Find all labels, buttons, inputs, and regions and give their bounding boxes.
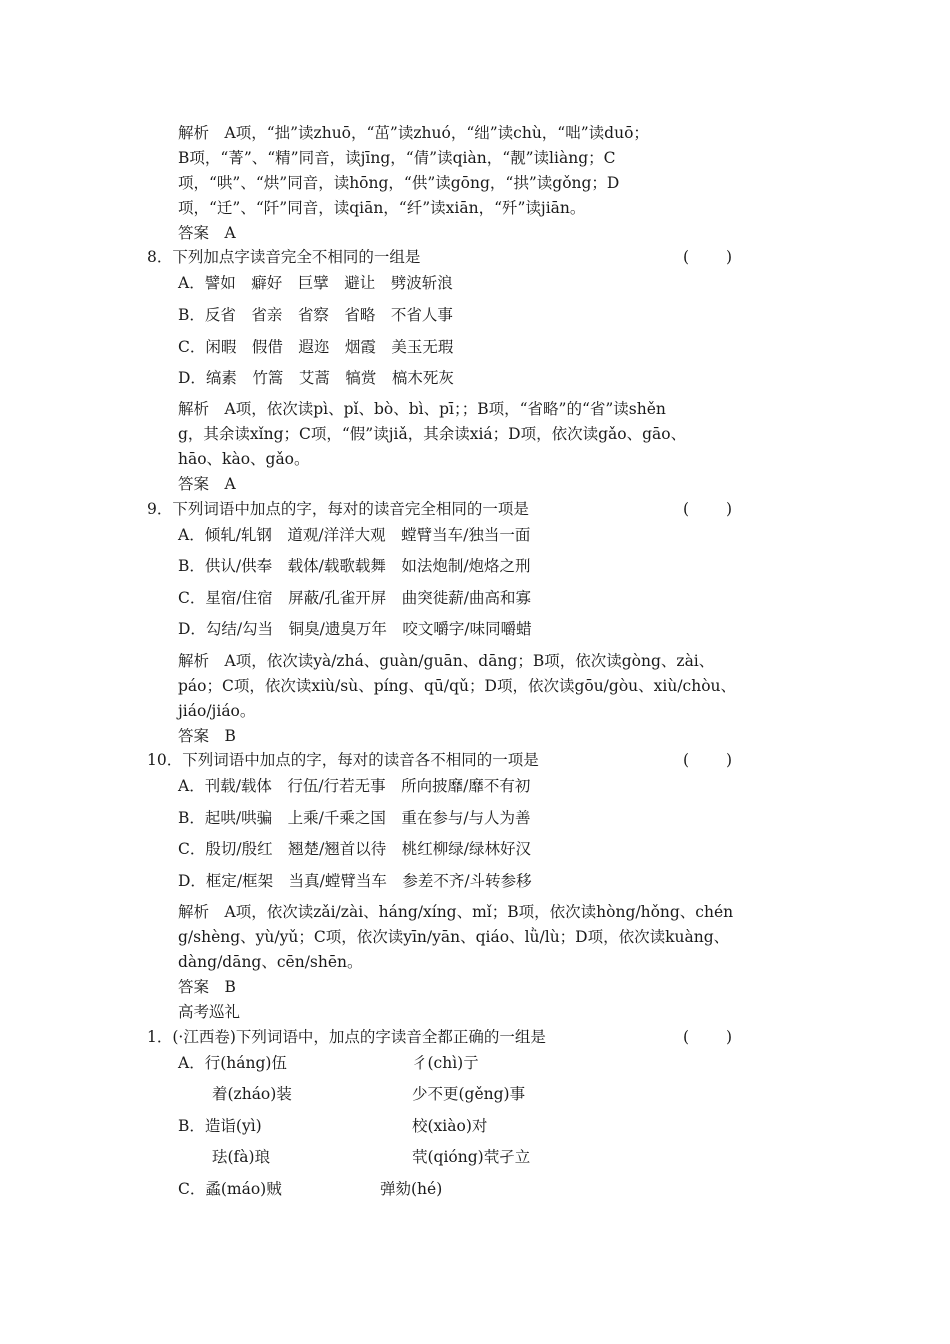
q7-analysis-line-3: 项，“哄”、“烘”同音，读hōng，“供”读gōng，“拱”读gǒng；D [178,174,620,192]
g1-option-a-item-1: A．行(háng)伍 [178,1054,287,1072]
g1-option-b-item-2: 校(xiào)对 [412,1117,488,1135]
q7-analysis-line-2: B项，“菁”、“精”同音，读jīng，“倩”读qiàn，“靓”读liàng；C [178,149,616,167]
q10-analysis-line-2: g/shèng、yù/yǔ；C项，依次读yīn/yān、qiáo、lǜ/lù；D项，依次读kuàng、 [178,928,730,946]
q9-analysis-line-3: jiáo/jiáo。 [178,702,256,720]
g1-option-b-item-3: 珐(fà)琅 [212,1148,271,1166]
q8-option-d: D．缟素 竹篙 艾蒿 犒赏 槁木死灰 [178,369,454,387]
q7-answer: 答案 A [178,224,236,242]
q9-answer: 答案 B [178,727,236,745]
section-title: 高考巡礼 [178,1003,241,1021]
q9-option-b: B．供认/供奉 载体/载歌载舞 如法炮制/炮烙之刑 [178,557,531,575]
q8-answer-blank: ( ) [683,248,735,266]
q10-question: 10．下列词语中加点的字，每对的读音各不相同的一项是 [147,751,539,769]
q7-analysis-line-1: 解析 A项，“拙”读zhuō，“茁”读zhuó，“绌”读chù，“咄”读duō； [178,124,649,142]
q8-option-c: C．闲暇 假借 遐迩 烟霞 美玉无瑕 [178,338,454,356]
q8-option-a: A．譬如 癖好 巨擘 避让 劈波斩浪 [178,274,453,292]
q10-analysis-line-3: dàng/dāng、cēn/shēn。 [178,953,363,971]
q8-question: 8．下列加点字读音完全不相同的一组是 [147,248,421,266]
g1-option-b-item-1: B．造诣(yì) [178,1117,262,1135]
q10-answer-blank: ( ) [683,751,735,769]
q7-analysis-line-4: 项，“迁”、“阡”同音，读qiān，“纤”读xiān，“歼”读jiān。 [178,199,586,217]
q9-option-c: C．星宿/住宿 屏蔽/孔雀开屏 曲突徙薪/曲高和寡 [178,589,532,607]
g1-option-a-item-3: 着(zháo)装 [212,1085,292,1103]
g1-option-a-item-4: 少不更(gěng)事 [412,1085,526,1103]
q9-answer-blank: ( ) [683,500,735,518]
q9-question: 9．下列词语中加点的字，每对的读音完全相同的一项是 [147,500,529,518]
g1-option-a-item-2: 彳(chì)亍 [412,1054,479,1072]
q8-analysis-line-3: hāo、kào、gǎo。 [178,450,310,468]
q9-analysis-line-1: 解析 A项，依次读yà/zhá、guàn/guān、dāng；B项，依次读gòng、zài、 [178,652,715,670]
g1-answer-blank: ( ) [683,1028,735,1046]
q8-option-b: B．反省 省亲 省察 省略 不省人事 [178,306,453,324]
q10-option-b: B．起哄/哄骗 上乘/千乘之国 重在参与/与人为善 [178,809,531,827]
q8-analysis-line-1: 解析 A项，依次读pì、pǐ、bò、bì、pī；；B项，“省略”的“省”读shěn [178,400,666,418]
q10-analysis-line-1: 解析 A项，依次读zǎi/zài、háng/xíng、mǐ；B项，依次读hòng/hǒng、chén [178,903,734,921]
g1-option-c-item-1: C．蟊(máo)贼 [178,1180,282,1198]
g1-question: 1．(·江西卷)下列词语中，加点的字读音全都正确的一组是 [147,1028,546,1046]
q10-answer: 答案 B [178,978,236,996]
g1-option-b-item-4: 茕(qióng)茕孑立 [412,1148,531,1166]
q10-option-a: A．刊载/载体 行伍/行若无事 所向披靡/靡不有初 [178,777,531,795]
q8-analysis-line-2: g，其余读xǐng；C项，“假”读jiǎ，其余读xiá；D项，依次读gǎo、gāo、 [178,425,687,443]
q10-option-c: C．殷切/殷红 翘楚/翘首以待 桃红柳绿/绿林好汉 [178,840,532,858]
q9-analysis-line-2: páo；C项，依次读xiù/sù、píng、qū/qǔ；D项，依次读gōu/gòu、xiù/chòu、 [178,677,737,695]
q10-option-d: D．框定/框架 当真/螳臂当车 参差不齐/斗转参移 [178,872,532,890]
q9-option-d: D．勾结/勾当 铜臭/遗臭万年 咬文嚼字/味同嚼蜡 [178,620,532,638]
q8-answer: 答案 A [178,475,236,493]
q9-option-a: A．倾轧/轧钢 道观/洋洋大观 螳臂当车/独当一面 [178,526,531,544]
g1-option-c-item-2: 弹劾(hé) [380,1180,443,1198]
